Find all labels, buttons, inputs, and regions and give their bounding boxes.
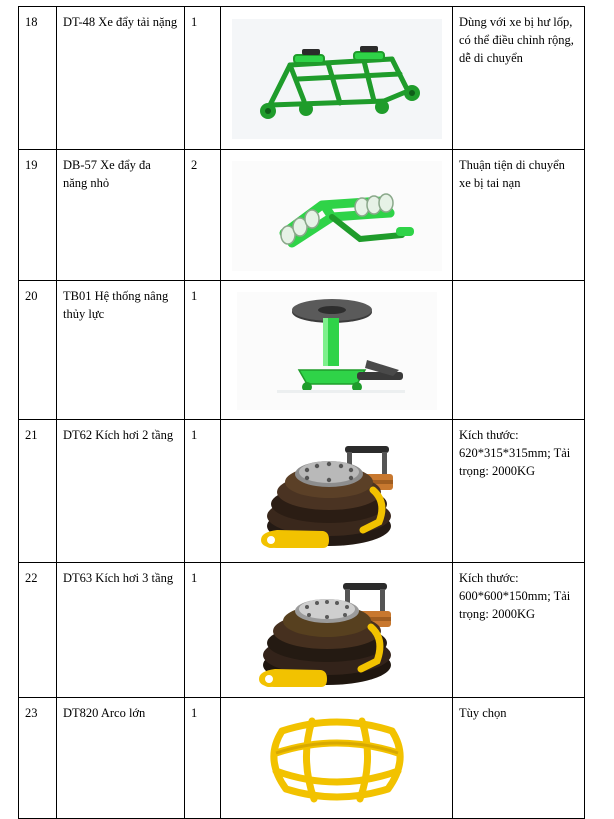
row-index: 18 — [19, 7, 57, 150]
row-index: 19 — [19, 150, 57, 281]
table-row — [19, 7, 585, 150]
row-note — [453, 281, 585, 420]
table-row — [19, 150, 585, 281]
row-product-image — [221, 698, 453, 819]
row-index: 23 — [19, 698, 57, 819]
row-note: Thuận tiện di chuyển xe bị tai nạn — [453, 150, 585, 281]
row-note: Tùy chọn — [453, 698, 585, 819]
row-index: 20 — [19, 281, 57, 420]
row-note: Kích thước: 620*315*315mm; Tải trọng: 2000KG — [453, 420, 585, 563]
row-index: 21 — [19, 420, 57, 563]
row-product-name: DT820 Arco lớn — [57, 698, 185, 819]
row-quantity: 2 — [185, 150, 221, 281]
table-row — [19, 698, 585, 819]
row-product-name: DB-57 Xe đẩy đa năng nhỏ — [57, 150, 185, 281]
heavy-duty-dolly-photo — [227, 13, 446, 145]
row-product-image — [221, 7, 453, 150]
hydraulic-lift-system-photo — [227, 287, 446, 415]
table-row — [19, 281, 585, 420]
three-stage-air-jack-photo — [227, 569, 446, 693]
row-product-name: DT62 Kích hơi 2 tầng — [57, 420, 185, 563]
row-note: Kích thước: 600*600*150mm; Tải trọng: 2000KG — [453, 563, 585, 698]
row-quantity: 1 — [185, 7, 221, 150]
row-quantity: 1 — [185, 698, 221, 819]
row-product-name: TB01 Hệ thống nâng thủy lực — [57, 281, 185, 420]
table-row — [19, 563, 585, 698]
equipment-table — [18, 6, 585, 819]
row-note: Dùng với xe bị hư lốp, có thể điều chỉnh rộng, dễ di chuyển — [453, 7, 585, 150]
row-index: 22 — [19, 563, 57, 698]
row-product-image — [221, 420, 453, 563]
row-quantity: 1 — [185, 281, 221, 420]
small-multipurpose-dolly-photo — [227, 156, 446, 276]
two-stage-air-jack-photo — [227, 426, 446, 558]
row-product-image — [221, 563, 453, 698]
row-product-name: DT-48 Xe đẩy tải nặng — [57, 7, 185, 150]
row-quantity: 1 — [185, 563, 221, 698]
row-product-name: DT63 Kích hơi 3 tầng — [57, 563, 185, 698]
large-arco-frame-photo — [227, 704, 446, 814]
row-product-image — [221, 150, 453, 281]
table-row — [19, 420, 585, 563]
row-quantity: 1 — [185, 420, 221, 563]
row-product-image — [221, 281, 453, 420]
